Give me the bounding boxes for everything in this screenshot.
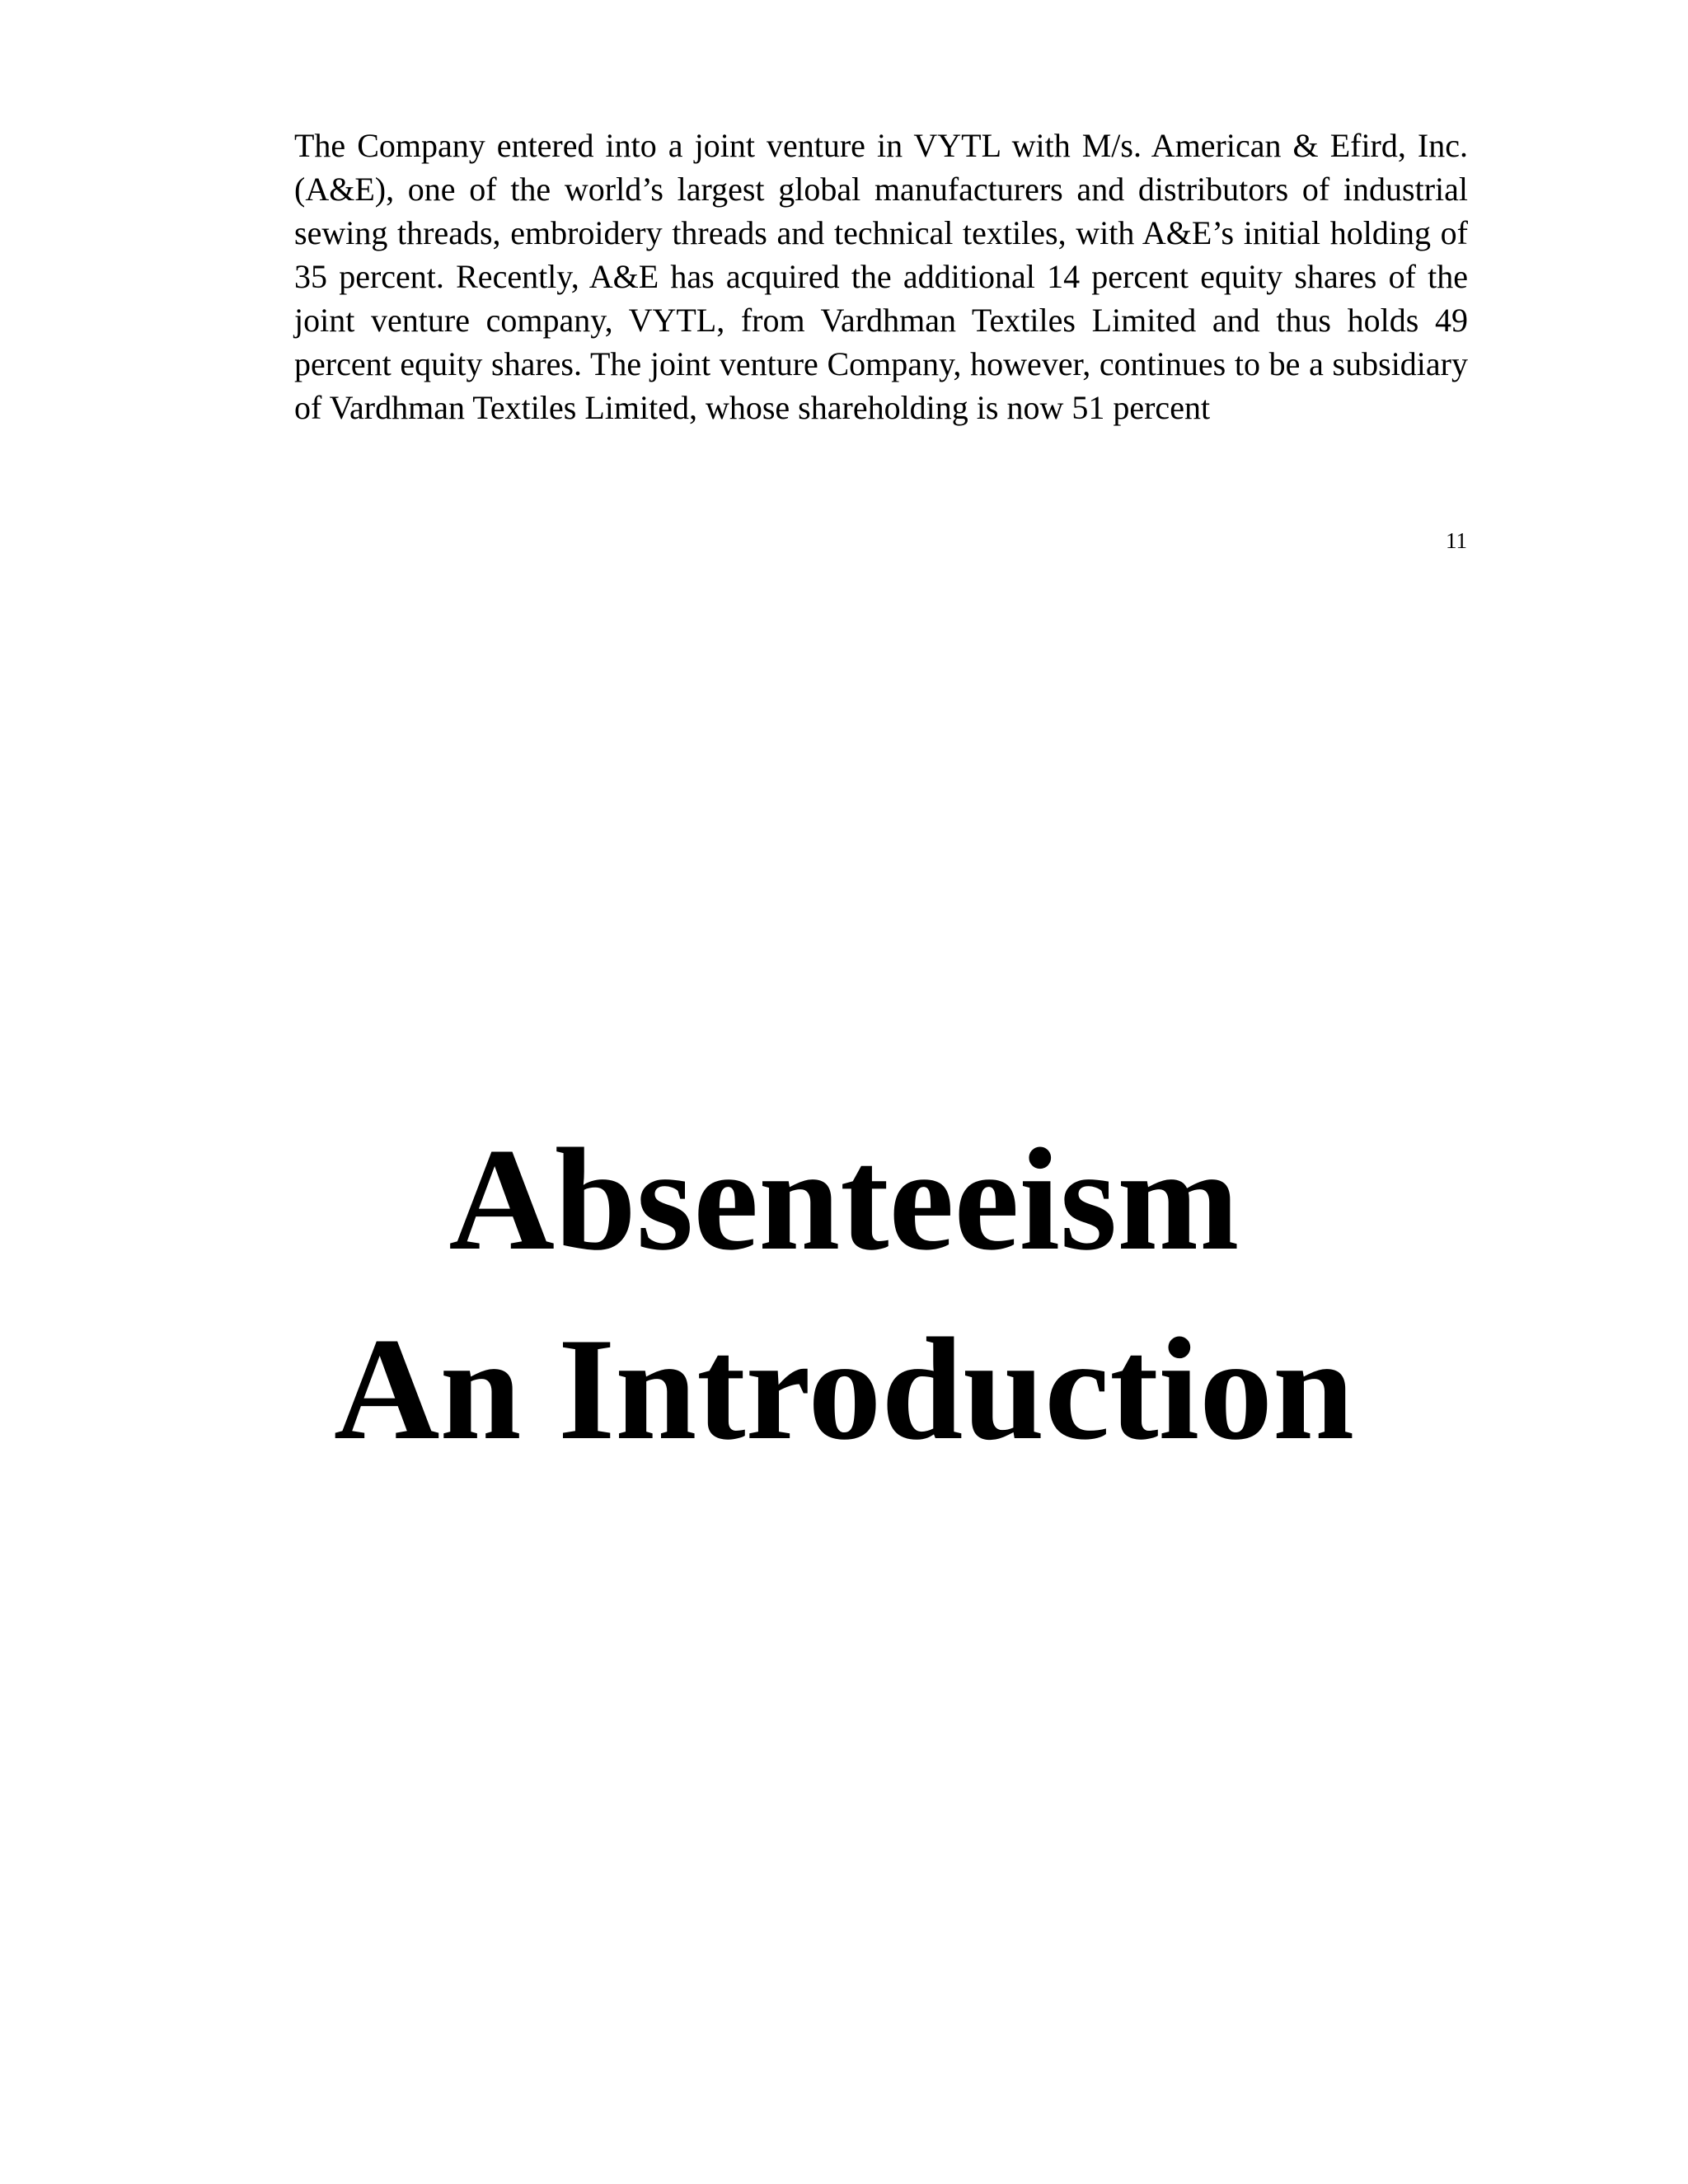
chapter-title-line-2: An Introduction <box>333 1307 1355 1470</box>
body-paragraph: The Company entered into a joint venture in VYTL with M/s. American & Efird, Inc. (A&E), one of the world’s largest global manufacturers and distributors of industrial sewing threads, embroidery threads and technical textiles, with A&E’s initial holding of 35 percent. Recently, A&E has acquired the additional 14 percent equity shares of the joint venture company, VYTL, from Vardhman Textiles Limited and thus holds 49 percent equity shares. The joint venture Company, however, continues to be a subsidiary of Vardhman Textiles Limited, whose shareholding is now 51 percent <box>294 127 1468 426</box>
chapter-title-line-1: Absenteeism <box>448 1118 1240 1281</box>
page-number: 11 <box>1446 528 1467 553</box>
